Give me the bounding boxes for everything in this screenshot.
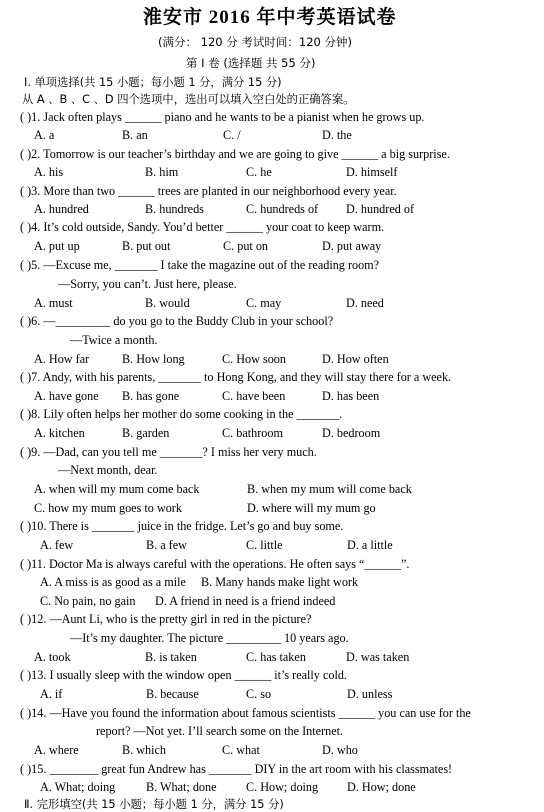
question-6-option-d: D. How often	[322, 352, 389, 366]
question-9-stem-line-2: —Next month, dear.	[58, 463, 158, 477]
question-9-option-d: D. where will my mum go	[247, 501, 376, 515]
question-6-stem-line-2: —Twice a month.	[70, 333, 158, 347]
question-1-option-c: C. /	[223, 128, 241, 142]
question-11-option-a: A. A miss is as good as a mile	[40, 575, 186, 589]
question-3-stem: ( )3. More than two ______ trees are planted in our neighborhood every year.	[20, 184, 397, 198]
question-2-option-c: C. he	[246, 165, 272, 179]
question-7-stem: ( )7. Andy, with his parents, _______ to Hong Kong, and they will stay there for a week.	[20, 370, 452, 384]
question-2-option-d: D. himself	[346, 165, 398, 179]
question-1-option-d: D. the	[322, 128, 352, 142]
question-7-option-d: D. has been	[322, 389, 380, 403]
question-12-stem: ( )12. —Aunt Li, who is the pretty girl in red in the picture?	[20, 612, 312, 626]
question-10-stem: ( )10. There is _______ juice in the fridge. Let’s go and buy some.	[20, 519, 344, 533]
question-3-option-d: D. hundred of	[346, 202, 415, 216]
question-8-option-a: A. kitchen	[34, 426, 85, 440]
question-12-option-c: C. has taken	[246, 650, 306, 664]
page-title: 淮安市 2016 年中考英语试卷	[143, 7, 397, 28]
question-5-option-d: D. need	[346, 296, 384, 310]
question-15-option-c: C. How; doing	[246, 780, 319, 794]
question-11-stem: ( )11. Doctor Ma is always careful with the operations. He often says “______”.	[20, 557, 410, 571]
question-12-option-b: B. is taken	[145, 650, 197, 664]
question-14-stem: ( )14. —Have you found the information about famous scientists ______ you can use for the	[20, 706, 471, 720]
question-8-stem: ( )8. Lily often helps her mother do some cooking in the _______.	[20, 407, 343, 421]
question-3-option-b: B. hundreds	[145, 202, 204, 216]
question-4-option-b: B. put out	[122, 239, 171, 253]
exam-info: (满分： 120 分 考试时间：120 分钟)	[158, 35, 352, 49]
question-7-option-b: B. has gone	[122, 389, 180, 403]
question-10-option-c: C. little	[246, 538, 283, 552]
question-11-option-c: C. No pain, no gain	[40, 594, 136, 608]
question-3-option-c: C. hundreds of	[246, 202, 319, 216]
question-11-option-b: B. Many hands make light work	[201, 575, 359, 589]
question-10-option-b: B. a few	[146, 538, 187, 552]
question-10-option-a: A. few	[40, 538, 74, 552]
question-13-option-c: C. so	[246, 687, 272, 701]
section-1-instruction: 从 A 、B 、C 、D 四个选项中，选出可以填入空白处的正确答案。	[22, 93, 355, 106]
question-1-option-a: A. a	[34, 128, 55, 142]
question-15-option-b: B. What; done	[146, 780, 217, 794]
question-14-option-d: D. who	[322, 743, 358, 757]
question-2-option-a: A. his	[34, 165, 64, 179]
question-5-option-c: C. may	[246, 296, 282, 310]
question-9-option-c: C. how my mum goes to work	[34, 501, 182, 515]
section-1-heading: Ⅰ. 单项选择(共 15 小题；每小题 1 分，满分 15 分)	[24, 76, 282, 89]
question-5-stem-line-2: —Sorry, you can’t. Just here, please.	[58, 277, 237, 291]
question-6-option-c: C. How soon	[222, 352, 286, 366]
question-14-option-a: A. where	[34, 743, 79, 757]
question-10-option-d: D. a little	[347, 538, 393, 552]
question-13-option-b: B. because	[146, 687, 199, 701]
question-5-stem: ( )5. —Excuse me, _______ I take the magazine out of the reading room?	[20, 258, 380, 272]
question-12-option-d: D. was taken	[346, 650, 410, 664]
question-8-option-c: C. bathroom	[222, 426, 283, 440]
part-title: 第 Ⅰ 卷 (选择题 共 55 分)	[186, 56, 316, 70]
question-2-option-b: B. him	[145, 165, 179, 179]
question-1-option-b: B. an	[122, 128, 148, 142]
question-13-option-a: A. if	[40, 687, 63, 701]
section-2-heading: Ⅱ. 完形填空(共 15 小题；每小题 1 分，满分 15 分)	[24, 798, 284, 811]
question-8-option-d: D. bedroom	[322, 426, 381, 440]
question-4-option-a: A. put up	[34, 239, 80, 253]
question-5-option-b: B. would	[145, 296, 190, 310]
question-4-option-d: D. put away	[322, 239, 382, 253]
question-15-option-d: D. How; done	[347, 780, 416, 794]
question-5-option-a: A. must	[34, 296, 73, 310]
question-9-stem: ( )9. —Dad, can you tell me _______? I miss her very much.	[20, 445, 317, 459]
question-4-stem: ( )4. It’s cold outside, Sandy. You’d better ______ your coat to keep warm.	[20, 220, 385, 234]
question-12-option-a: A. took	[34, 650, 71, 664]
question-12-stem-line-2: —It’s my daughter. The picture _________ 10 years ago.	[70, 631, 349, 645]
question-15-option-a: A. What; doing	[40, 780, 116, 794]
question-7-option-c: C. have been	[222, 389, 286, 403]
question-2-stem: ( )2. Tomorrow is our teacher’s birthday and we are going to give ______ a big surprise.	[20, 147, 450, 161]
question-6-option-b: B. How long	[122, 352, 185, 366]
question-9-option-a: A. when will my mum come back	[34, 482, 200, 496]
question-6-option-a: A. How far	[34, 352, 90, 366]
question-14-option-c: C. what	[222, 743, 260, 757]
question-3-option-a: A. hundred	[34, 202, 89, 216]
question-13-option-d: D. unless	[347, 687, 393, 701]
question-4-option-c: C. put on	[223, 239, 269, 253]
question-13-stem: ( )13. I usually sleep with the window open ______ it’s really cold.	[20, 668, 347, 682]
question-7-option-a: A. have gone	[34, 389, 99, 403]
question-14-option-b: B. which	[122, 743, 167, 757]
question-8-option-b: B. garden	[122, 426, 170, 440]
question-1-stem: ( )1. Jack often plays ______ piano and he wants to be a pianist when he grows up.	[20, 110, 425, 124]
question-11-option-d: D. A friend in need is a friend indeed	[155, 594, 336, 608]
question-14-stem-line-2: report? —Not yet. I’ll search some on the Internet.	[96, 724, 344, 738]
question-6-stem: ( )6. —_________ do you go to the Buddy Club in your school?	[20, 314, 334, 328]
question-15-stem: ( )15. ________ great fun Andrew has _______ DIY in the art room with his classmates!	[20, 762, 453, 776]
question-9-option-b: B. when my mum will come back	[247, 482, 412, 496]
